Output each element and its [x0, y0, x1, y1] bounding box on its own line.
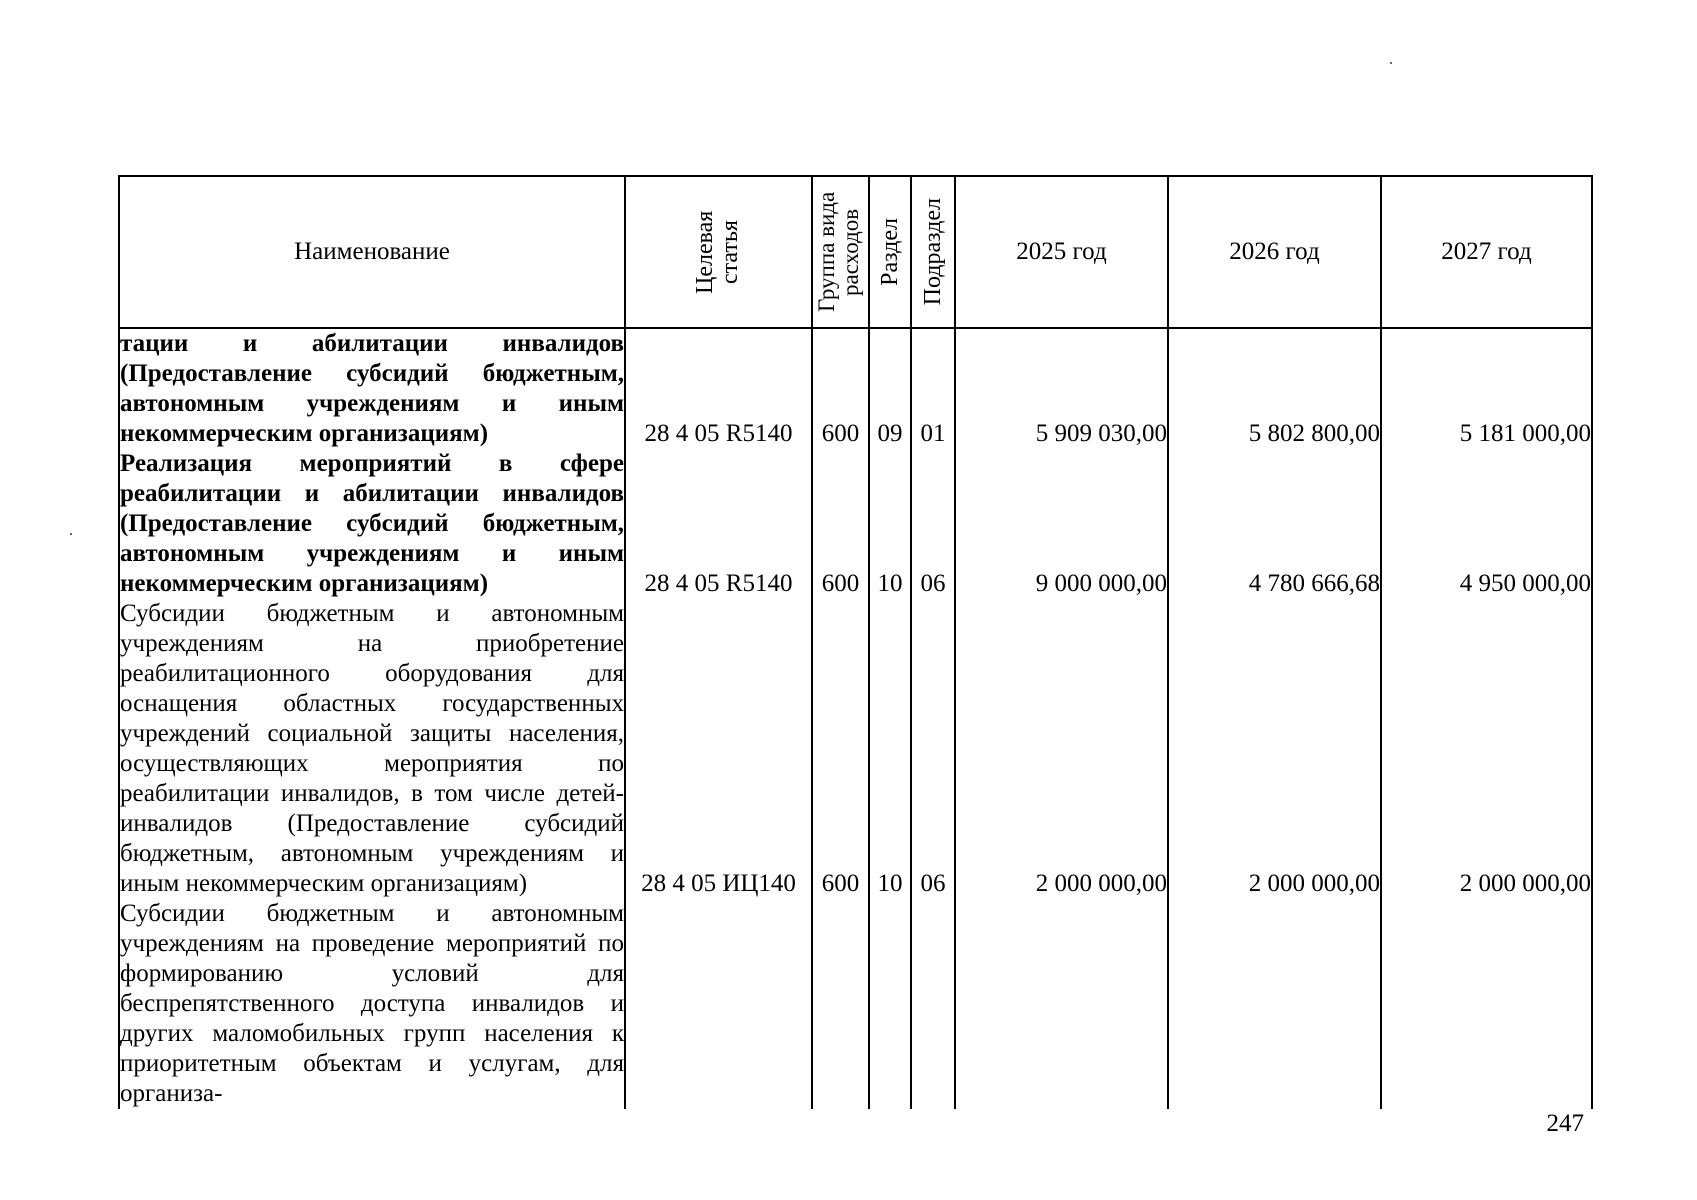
row-2025: 2 000 000,00: [955, 599, 1168, 899]
row-2025: [955, 899, 1168, 1109]
row-subsection: 06: [911, 599, 955, 899]
table-row: [119, 328, 1592, 449]
row-section: [869, 899, 911, 1109]
row-expense-group: [812, 899, 869, 1109]
row-section: 10: [869, 599, 911, 899]
header-2026: 2026 год: [1168, 176, 1381, 328]
header-section-text: Раздел: [876, 218, 903, 286]
header-2025: 2025 год: [955, 176, 1168, 328]
scan-speck: [70, 533, 72, 535]
row-subsection: [911, 899, 955, 1109]
row-target-article: 28 4 05 R5140: [625, 328, 812, 449]
table-row: [119, 449, 1592, 599]
header-2027: 2027 год: [1381, 176, 1592, 328]
table-row: [119, 899, 1592, 1109]
budget-table: [118, 175, 1593, 1109]
row-target-article: [625, 899, 812, 1109]
row-2026: 4 780 666,68: [1168, 449, 1381, 599]
row-subsection: 06: [911, 449, 955, 599]
header-expense-group: [812, 176, 869, 328]
header-subsection: [911, 176, 955, 328]
row-2027: [1381, 899, 1592, 1109]
scan-speck: [1390, 62, 1392, 64]
row-name: Реализация мероприятий в сфере реабилитации и абилитации инвалидов (Предоставление субсидий бюджетным, автономным учреждениям и иным некоммерческим организациям): [120, 450, 624, 597]
row-2027: 5 181 000,00: [1381, 328, 1592, 449]
row-2027: 2 000 000,00: [1381, 599, 1592, 899]
row-2026: 2 000 000,00: [1168, 599, 1381, 899]
row-name: Субсидии бюджетным и автономным учреждениям на проведение мероприятий по формированию условий для беспрепятственного доступа инвалидов и других маломобильных групп населения к приоритетным объектам и услугам, для организа-: [120, 900, 624, 1107]
page-number: 247: [1546, 1110, 1584, 1137]
row-name: тации и абилитации инвалидов (Предоставление субсидий бюджетным, автономным учреждениям и иным некоммерческим организациям): [120, 330, 624, 447]
row-expense-group: 600: [812, 449, 869, 599]
row-2025: 9 000 000,00: [955, 449, 1168, 599]
row-section: 10: [869, 449, 911, 599]
header-expense-group-text: Группа вида расходов: [813, 191, 863, 313]
header-subsection-text: Подраздел: [919, 198, 946, 306]
row-expense-group: 600: [812, 599, 869, 899]
row-2025: 5 909 030,00: [955, 328, 1168, 449]
table-header-row: [119, 176, 1592, 328]
header-target-article: [625, 176, 812, 328]
row-2026: 5 802 800,00: [1168, 328, 1381, 449]
row-2027: 4 950 000,00: [1381, 449, 1592, 599]
table-row: [119, 599, 1592, 899]
header-name: Наименование: [119, 176, 625, 328]
row-name: Субсидии бюджетным и автономным учреждениям на приобретение реабилитационного оборудования для оснащения областных государственных учреждений социальной защиты населения, осуществляющих мероприятия по реабилитации инвалидов, в том числе детей-инвалидов (Предоставление субсидий бюджетным, автономным учреждениям и иным некоммерческим организациям): [120, 600, 624, 897]
header-target-article-text: Целевая статья: [691, 210, 743, 294]
row-target-article: 28 4 05 R5140: [625, 449, 812, 599]
row-2026: [1168, 899, 1381, 1109]
row-target-article: 28 4 05 ИЦ140: [625, 599, 812, 899]
header-section: [869, 176, 911, 328]
row-section: 09: [869, 328, 911, 449]
row-subsection: 01: [911, 328, 955, 449]
row-expense-group: 600: [812, 328, 869, 449]
